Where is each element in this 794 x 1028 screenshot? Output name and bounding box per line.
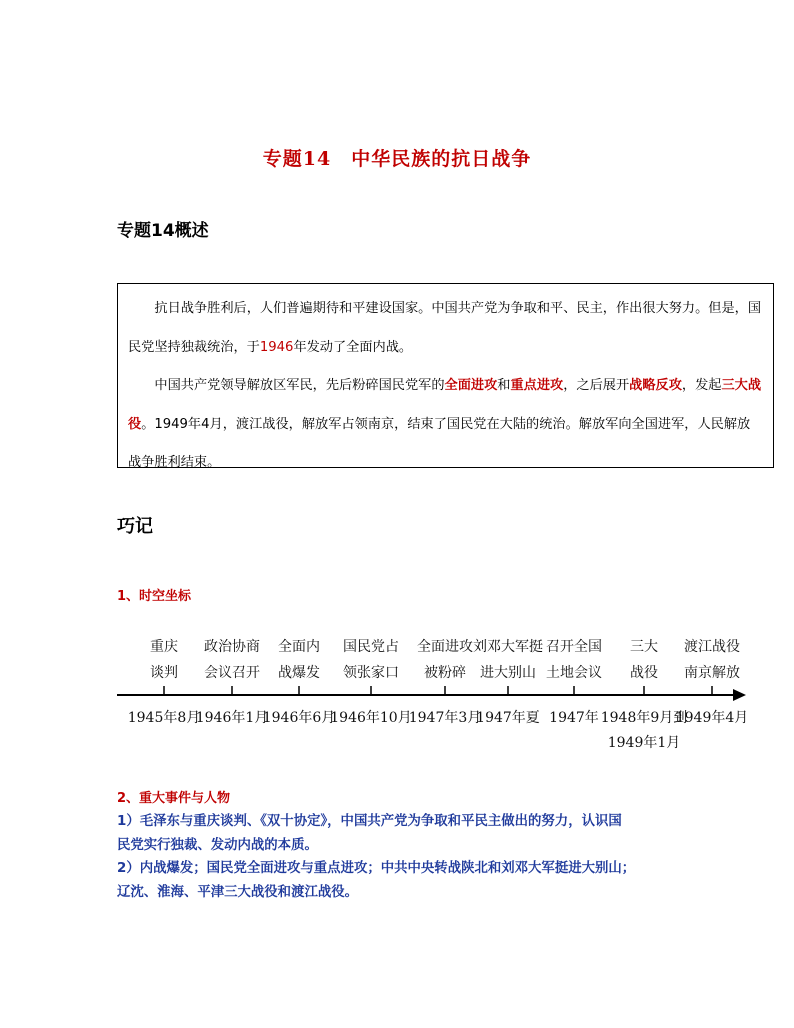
detail-line: 2）内战爆发；国民党全面进攻与重点进攻；中共中央转战陕北和刘邓大军挺进大别山； — [117, 861, 636, 876]
timeline-date-label: 1947年夏 — [476, 710, 540, 726]
timeline-event-label: 全面进攻 — [417, 639, 473, 655]
timeline-date-label: 1948年9月到 — [600, 710, 688, 726]
detail-line: 民党实行独裁、发动内战的本质。 — [117, 837, 318, 853]
summary-text: 中国共产党领导解放区军民，先后粉碎国民党军的 — [154, 378, 445, 393]
timeline-event-label: 政治协商 — [204, 639, 260, 655]
timeline-event-label: 三大 — [630, 639, 658, 655]
timeline-date-label: 1947年 — [549, 710, 599, 726]
summary-text: ，发起 — [681, 378, 722, 393]
summary-text: 年发动了全面内战。 — [293, 339, 413, 355]
timeline-event-label: 领张家口 — [343, 665, 399, 681]
timeline-event-label: 渡江战役 — [684, 639, 740, 655]
timeline-event-label: 土地会议 — [546, 665, 602, 681]
detail-line: 辽沈、淮海、平津三大战役和渡江战役。 — [117, 884, 359, 900]
timeline-event-label: 谈判 — [150, 665, 178, 681]
timeline-event-label: 全面内 — [278, 639, 320, 655]
memory-heading: 巧记 — [117, 516, 153, 537]
section-2-title: 2、重大事件与人物 — [117, 791, 231, 806]
timeline-date-label: 1949年1月 — [607, 735, 681, 751]
summary-text: ，之后展开 — [563, 378, 630, 393]
timeline-event-label: 南京解放 — [684, 665, 740, 681]
section-1-title: 1、时空坐标 — [117, 589, 192, 604]
keyword-key-offensive: 重点进攻 — [510, 378, 564, 393]
timeline-event-label: 战爆发 — [278, 665, 320, 681]
timeline-event-label: 国民党占 — [343, 639, 399, 655]
highlight-year: 1946 — [259, 339, 294, 355]
detail-line: 1）毛泽东与重庆谈判、《双十协定》，中国共产党为争取和平民主做出的努力，认识国 — [117, 814, 622, 829]
timeline-event-label: 战役 — [630, 665, 658, 681]
keyword-full-offensive: 全面进攻 — [444, 378, 498, 393]
summary-text: 和 — [497, 378, 511, 393]
document-title: 专题14 中华民族的抗日战争 — [262, 148, 532, 170]
timeline-event-label: 进大别山 — [480, 665, 536, 681]
timeline-event-label: 刘邓大军挺 — [473, 639, 543, 655]
timeline-date-label: 1947年3月 — [408, 710, 482, 726]
key-events-text — [117, 810, 717, 904]
summary-text: 抗日战争胜利后，人们普遍期待和平建设国家。中国共产党为争取和平、民主，作出很大努力。但是，国民党坚持独裁统治，于 — [128, 301, 762, 355]
keyword-strategic-counteroffensive: 战略反攻 — [629, 378, 682, 393]
timeline-date-label: 1946年10月 — [330, 710, 412, 726]
timeline-arrowhead — [733, 689, 746, 701]
timeline-date-label: 1949年4月 — [675, 710, 749, 726]
timeline-event-label: 会议召开 — [204, 665, 260, 681]
timeline-event-label: 召开全国 — [546, 639, 602, 655]
keyword-three-campaigns: 三大战役 — [128, 378, 762, 432]
timeline-event-label: 被粉碎 — [424, 665, 466, 681]
summary-text: 。1949年4月，渡江战役，解放军占领南京，结束了国民党在大陆的统治。解放军向全国进军，人民解放战争胜利结束。 — [128, 416, 751, 470]
timeline-date-label: 1945年8月 — [127, 710, 201, 726]
timeline-date-label: 1946年1月 — [195, 710, 269, 726]
overview-heading: 专题14概述 — [117, 221, 209, 241]
timeline-event-label: 重庆 — [150, 639, 178, 655]
timeline-date-label: 1946年6月 — [262, 710, 336, 726]
